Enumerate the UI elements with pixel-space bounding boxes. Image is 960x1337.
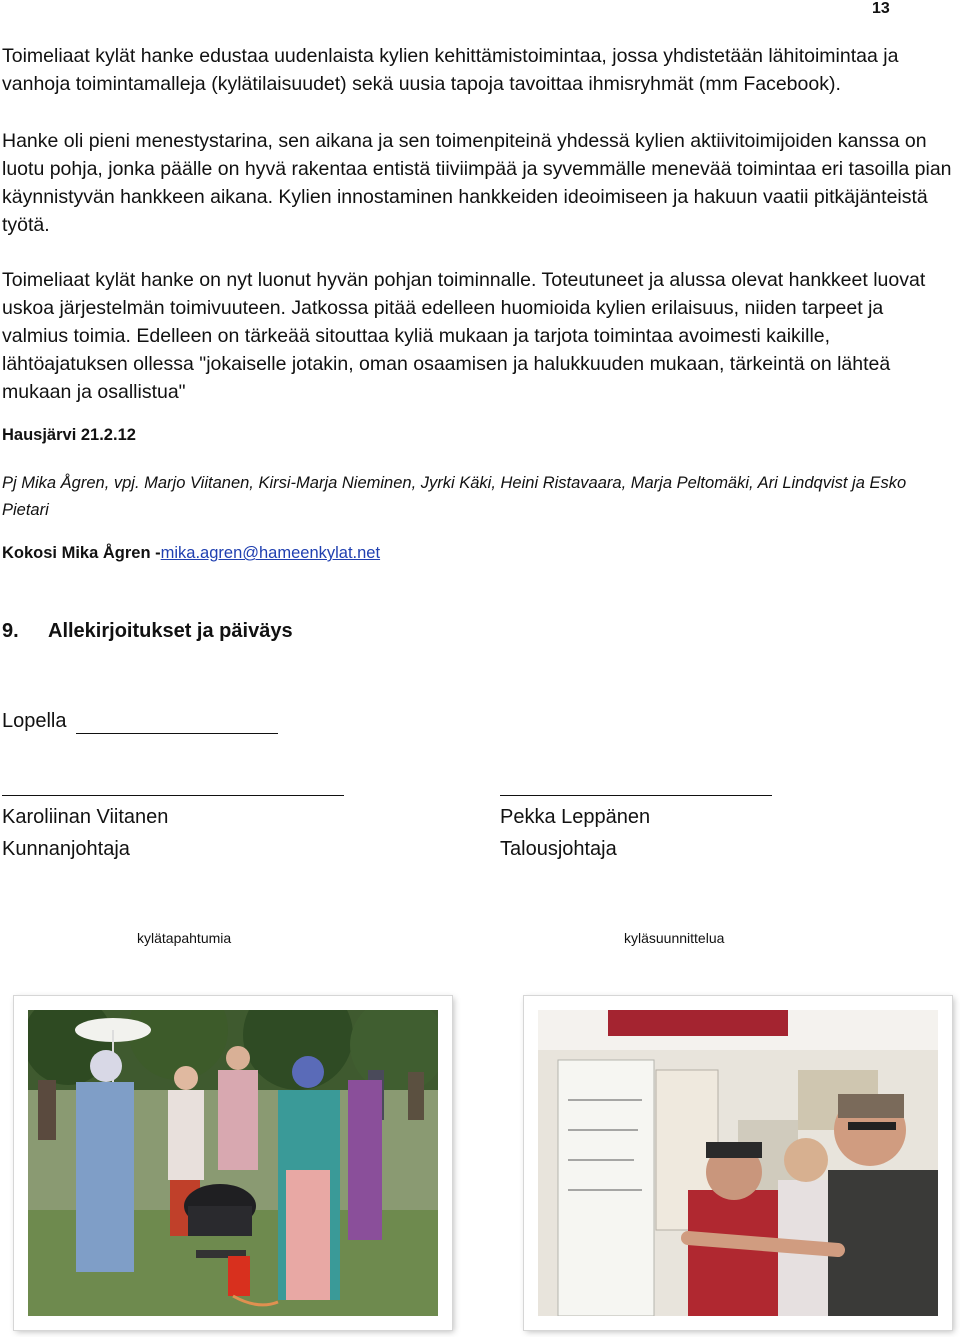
paragraph-intro: Toimeliaat kylät hanke edustaa uudenlaista kylien kehittämistoimintaa, jossa yhdistetään lähitoimintaa ja vanhoja toimintamalleja (kylätilaisuudet) sekä uusia tapoja tavoittaa ihmisryhmät (mm Facebook). [2,45,899,95]
page-number: 13 [872,0,890,17]
compiled-by-label: Kokosi Mika Ågren - [2,544,161,562]
signature-place: Lopella [2,710,67,732]
right-photo-caption: kyläsuunnittelua [624,930,725,946]
village-planning-illustration [538,1010,938,1316]
place-date-line [76,733,278,734]
board-members: Pj Mika Ågren, vpj. Marjo Viitanen, Kirsi-Marja Nieminen, Jyrki Käki, Heini Ristavaara, Marja Peltomäki, Ari Lindqvist ja Esko Pietari [2,474,907,519]
section-heading [2,620,293,643]
village-planning-photo [524,996,952,1330]
paragraph-conclusion: Toimeliaat kylät hanke on nyt luonut hyvän pohjan toiminnalle. Toteutuneet ja alussa olevat hankkeet luovat uskoa järjestelmän toimivuuteen. Jatkossa pitää edelleen huomioida kylien erilaisuus, niiden tarpeet ja valmius toimia. Edelleen on tärkeää sitouttaa kyliä mukaan ja tarjota toimintaa avoimesti kaikille, lähtöajatuksen ollessa "jokaiselle jotakin, oman osaamisen ja halukkuuden mukaan, tärkeintä on lähteä mukaan ja osallistua" [2,269,926,403]
email-link[interactable]: mika.agren@hameenkylat.net [160,544,381,562]
left-signer-name: Karoliinan Viitanen [2,806,169,828]
right-signature-line [500,795,772,796]
place-date: Hausjärvi 21.2.12 [2,426,136,444]
left-signer-title: Kunnanjohtaja [2,838,130,860]
right-signer-title: Talousjohtaja [500,838,617,860]
village-event-illustration [28,1010,438,1316]
village-event-photo [14,996,452,1330]
left-signature-line [2,795,344,796]
compiled-by [2,544,380,563]
section-number: 9. [2,620,19,642]
section-title: Allekirjoitukset ja päiväys [48,620,293,642]
left-photo-caption: kylätapahtumia [137,930,232,946]
right-signer-name: Pekka Leppänen [500,806,651,828]
paragraph-success: Hanke oli pieni menestystarina, sen aikana ja sen toimenpiteinä yhdessä kylien aktiivitoimijoiden kanssa on luotu pohja, jonka päälle on hyvä rakentaa entistä tiiviimpää ja syvemmälle menevää toimintaa eri tasoilla pian käynnistyvän hankkeen aikana. Kylien innostaminen hankkeiden ideoimiseen ja hakuun vaatii pitkäjänteistä työtä. [2,130,952,236]
